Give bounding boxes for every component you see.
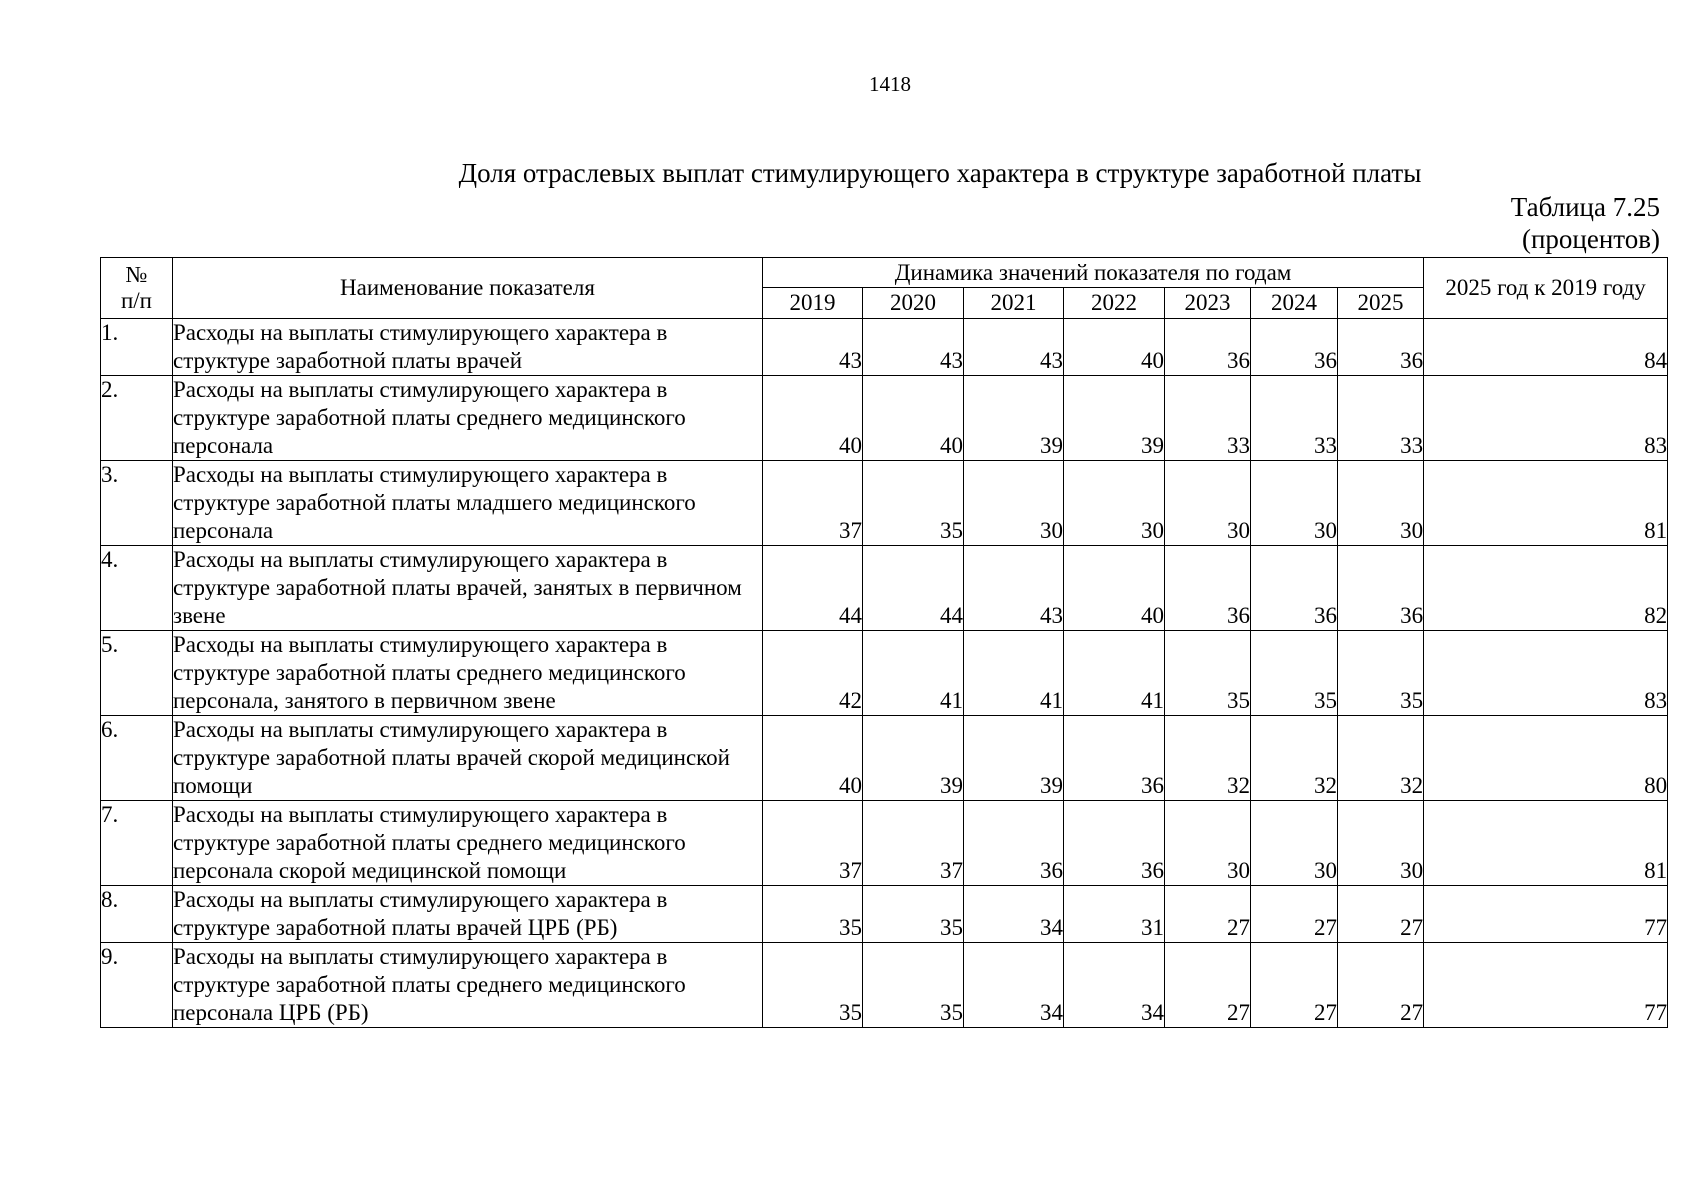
value-2025: 36 <box>1338 546 1424 631</box>
value-2023: 33 <box>1165 376 1251 461</box>
ratio-value: 81 <box>1424 801 1668 886</box>
indicator-name: Расходы на выплаты стимулирующего характера в структуре заработной платы среднего медицинского персонала скорой медицинской помощи <box>173 801 763 886</box>
table-body <box>101 319 1668 1028</box>
value-2021: 43 <box>964 319 1064 376</box>
table-row <box>101 376 1668 461</box>
indicator-name: Расходы на выплаты стимулирующего характера в структуре заработной платы врачей, занятых в первичном звене <box>173 546 763 631</box>
row-number: 1. <box>101 319 173 376</box>
value-2019: 35 <box>763 886 863 943</box>
value-2020: 35 <box>863 461 964 546</box>
page-number: 1418 <box>869 72 911 96</box>
header-year-2020: 2020 <box>863 288 964 319</box>
value-2022: 36 <box>1064 801 1165 886</box>
value-2022: 41 <box>1064 631 1165 716</box>
header-indicator: Наименование показателя <box>173 258 763 319</box>
indicator-name: Расходы на выплаты стимулирующего характера в структуре заработной платы врачей <box>173 319 763 376</box>
value-2021: 36 <box>964 801 1064 886</box>
row-number: 6. <box>101 716 173 801</box>
value-2024: 32 <box>1251 716 1338 801</box>
value-2025: 36 <box>1338 319 1424 376</box>
value-2024: 27 <box>1251 943 1338 1028</box>
value-2025: 30 <box>1338 461 1424 546</box>
ratio-value: 83 <box>1424 631 1668 716</box>
value-2021: 41 <box>964 631 1064 716</box>
value-2021: 39 <box>964 716 1064 801</box>
value-2020: 44 <box>863 546 964 631</box>
value-2024: 33 <box>1251 376 1338 461</box>
value-2025: 27 <box>1338 886 1424 943</box>
table-row <box>101 801 1668 886</box>
header-ratio: 2025 год к 2019 году <box>1424 258 1668 319</box>
value-2019: 37 <box>763 801 863 886</box>
document-title: Доля отраслевых выплат стимулирующего характера в структуре заработной платы <box>458 158 1422 188</box>
header-number-pp: п/п <box>120 288 152 313</box>
value-2021: 34 <box>964 943 1064 1028</box>
table-row <box>101 631 1668 716</box>
value-2023: 30 <box>1165 461 1251 546</box>
value-2025: 30 <box>1338 801 1424 886</box>
value-2022: 39 <box>1064 376 1165 461</box>
value-2023: 32 <box>1165 716 1251 801</box>
value-2020: 41 <box>863 631 964 716</box>
row-number: 2. <box>101 376 173 461</box>
value-2020: 40 <box>863 376 964 461</box>
value-2023: 30 <box>1165 801 1251 886</box>
header-number <box>101 258 173 319</box>
header-year-2025: 2025 <box>1338 288 1424 319</box>
value-2021: 30 <box>964 461 1064 546</box>
header-row-main <box>101 258 1668 288</box>
row-number: 9. <box>101 943 173 1028</box>
value-2022: 40 <box>1064 546 1165 631</box>
value-2022: 30 <box>1064 461 1165 546</box>
value-2023: 27 <box>1165 886 1251 943</box>
row-number: 4. <box>101 546 173 631</box>
value-2022: 36 <box>1064 716 1165 801</box>
value-2020: 35 <box>863 886 964 943</box>
value-2021: 34 <box>964 886 1064 943</box>
value-2025: 33 <box>1338 376 1424 461</box>
table-units: (процентов) <box>1521 224 1660 254</box>
row-number: 3. <box>101 461 173 546</box>
value-2025: 32 <box>1338 716 1424 801</box>
header-year-2022: 2022 <box>1064 288 1165 319</box>
ratio-value: 80 <box>1424 716 1668 801</box>
ratio-value: 77 <box>1424 943 1668 1028</box>
value-2021: 39 <box>964 376 1064 461</box>
value-2022: 34 <box>1064 943 1165 1028</box>
value-2020: 37 <box>863 801 964 886</box>
value-2019: 40 <box>763 376 863 461</box>
value-2023: 36 <box>1165 319 1251 376</box>
value-2019: 42 <box>763 631 863 716</box>
table-row <box>101 319 1668 376</box>
value-2020: 35 <box>863 943 964 1028</box>
header-year-2021: 2021 <box>964 288 1064 319</box>
ratio-value: 81 <box>1424 461 1668 546</box>
indicator-name: Расходы на выплаты стимулирующего характера в структуре заработной платы младшего медицинского персонала <box>173 461 763 546</box>
indicator-name: Расходы на выплаты стимулирующего характера в структуре заработной платы среднего медицинского персонала <box>173 376 763 461</box>
value-2019: 40 <box>763 716 863 801</box>
indicator-name: Расходы на выплаты стимулирующего характера в структуре заработной платы врачей ЦРБ (РБ) <box>173 886 763 943</box>
value-2024: 35 <box>1251 631 1338 716</box>
value-2019: 44 <box>763 546 863 631</box>
value-2023: 27 <box>1165 943 1251 1028</box>
value-2025: 27 <box>1338 943 1424 1028</box>
value-2024: 36 <box>1251 546 1338 631</box>
header-year-2023: 2023 <box>1165 288 1251 319</box>
row-number: 7. <box>101 801 173 886</box>
value-2023: 35 <box>1165 631 1251 716</box>
table-row <box>101 886 1668 943</box>
table-row <box>101 943 1668 1028</box>
table-row <box>101 461 1668 546</box>
value-2024: 30 <box>1251 801 1338 886</box>
value-2023: 36 <box>1165 546 1251 631</box>
header-dynamics: Динамика значений показателя по годам <box>763 258 1424 288</box>
table-row <box>101 716 1668 801</box>
ratio-value: 84 <box>1424 319 1668 376</box>
table-caption <box>1511 191 1660 255</box>
indicator-name: Расходы на выплаты стимулирующего характера в структуре заработной платы среднего медицинского персонала ЦРБ (РБ) <box>173 943 763 1028</box>
value-2019: 35 <box>763 943 863 1028</box>
value-2024: 30 <box>1251 461 1338 546</box>
ratio-value: 77 <box>1424 886 1668 943</box>
row-number: 5. <box>101 631 173 716</box>
ratio-value: 82 <box>1424 546 1668 631</box>
value-2020: 39 <box>863 716 964 801</box>
ratio-value: 83 <box>1424 376 1668 461</box>
indicators-table <box>100 257 1668 1028</box>
table-label: Таблица 7.25 <box>1510 192 1660 222</box>
row-number: 8. <box>101 886 173 943</box>
value-2019: 37 <box>763 461 863 546</box>
value-2019: 43 <box>763 319 863 376</box>
header-year-2024: 2024 <box>1251 288 1338 319</box>
header-number-sign: № <box>125 262 148 287</box>
value-2024: 27 <box>1251 886 1338 943</box>
value-2024: 36 <box>1251 319 1338 376</box>
header-year-2019: 2019 <box>763 288 863 319</box>
indicator-name: Расходы на выплаты стимулирующего характера в структуре заработной платы среднего медицинского персонала, занятого в первичном звене <box>173 631 763 716</box>
value-2022: 31 <box>1064 886 1165 943</box>
value-2025: 35 <box>1338 631 1424 716</box>
table-row <box>101 546 1668 631</box>
value-2022: 40 <box>1064 319 1165 376</box>
value-2020: 43 <box>863 319 964 376</box>
indicator-name: Расходы на выплаты стимулирующего характера в структуре заработной платы врачей скорой медицинской помощи <box>173 716 763 801</box>
value-2021: 43 <box>964 546 1064 631</box>
